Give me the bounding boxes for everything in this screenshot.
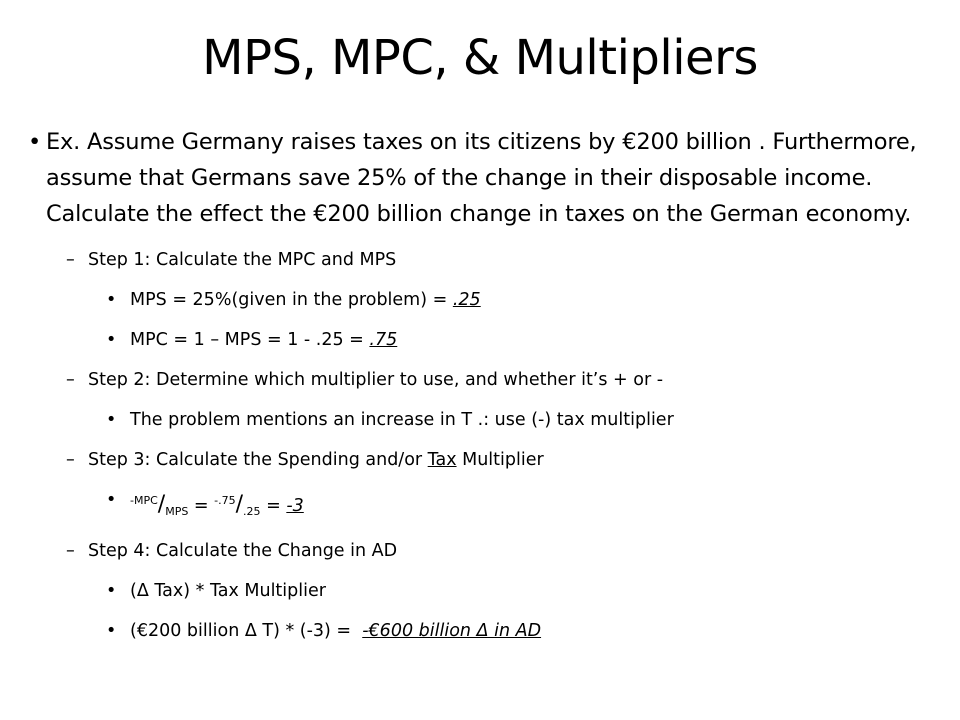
frac1-denominator: MPS <box>165 505 189 518</box>
ad-change-answer: -€600 billion Δ in AD <box>362 621 542 641</box>
bullet-icon: • <box>106 490 117 510</box>
dash-icon: – <box>66 541 75 561</box>
intro-text: Ex. Assume Germany raises taxes on its citizens by €200 billion . Furthermore, assume that Germans save 25% of the change in their disposable income. Calculate the effect the €200 billion change in taxes on the German economy. <box>46 129 917 227</box>
intro-bullet <box>30 124 930 232</box>
bullet-icon: • <box>28 129 42 155</box>
step-2-detail <box>30 409 930 432</box>
step-2 <box>30 369 930 392</box>
step-3-label-tax: Tax <box>427 450 457 470</box>
step-2-label: Step 2: Determine which multiplier to use, and whether it’s + or - <box>88 370 664 390</box>
step-1 <box>30 249 930 272</box>
frac1-numerator: -MPC <box>130 494 158 507</box>
mps-answer: .25 <box>452 290 481 310</box>
step-4-formula-text: (Δ Tax) * Tax Multiplier <box>130 581 326 601</box>
slide-title: MPS, MPC, & Multipliers <box>202 30 758 86</box>
equals-sign: = <box>193 496 215 516</box>
mpc-text: MPC = 1 – MPS = 1 - .25 = <box>130 330 370 350</box>
step-1-label: Step 1: Calculate the MPC and MPS <box>88 250 397 270</box>
fraction-slash: / <box>157 492 166 517</box>
step-3 <box>30 449 930 472</box>
dash-icon: – <box>66 450 75 470</box>
bullet-icon: • <box>106 290 117 310</box>
mps-line <box>30 289 930 312</box>
bullet-icon: • <box>106 410 117 430</box>
step-3-label-after: Multiplier <box>456 450 544 470</box>
bullet-icon: • <box>106 330 117 350</box>
mpc-line <box>30 329 930 352</box>
dash-icon: – <box>66 250 75 270</box>
slide-body <box>30 124 930 643</box>
step-4-calc-text: (€200 billion Δ T) * (-3) = <box>130 621 363 641</box>
mpc-answer: .75 <box>369 330 398 350</box>
multiplier-result: -3 <box>286 496 304 516</box>
bullet-icon: • <box>106 621 117 641</box>
step-4-calc <box>30 620 930 643</box>
step-4-label: Step 4: Calculate the Change in AD <box>88 541 398 561</box>
frac2-denominator: .25 <box>243 505 261 518</box>
step-4-formula <box>30 580 930 603</box>
multiplier-formula <box>30 489 930 523</box>
step-2-detail-text: The problem mentions an increase in T .: use (-) tax multiplier <box>130 410 674 430</box>
fraction-slash: / <box>235 492 244 517</box>
frac2-numerator: -.75 <box>214 494 236 507</box>
bullet-icon: • <box>106 581 117 601</box>
step-3-label-before: Step 3: Calculate the Spending and/or <box>88 450 428 470</box>
dash-icon: – <box>66 370 75 390</box>
step-4 <box>30 540 930 563</box>
mps-text: MPS = 25%(given in the problem) = <box>130 290 453 310</box>
equals-sign: = <box>266 496 287 516</box>
